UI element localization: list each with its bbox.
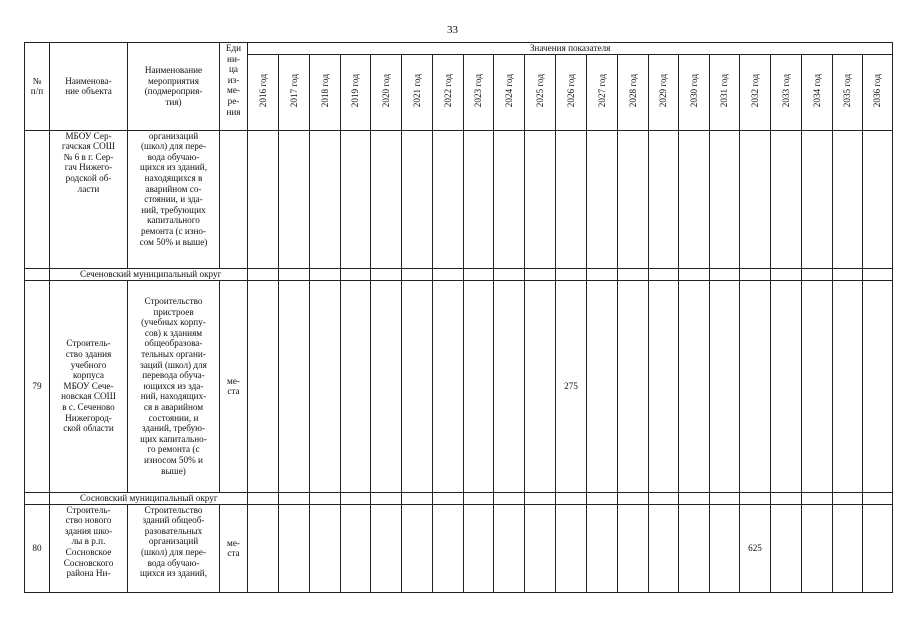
table-row-79 xyxy=(25,280,893,492)
header-year: 2022 год xyxy=(433,54,464,130)
year-value-cell xyxy=(248,492,279,504)
year-value-cell xyxy=(587,130,618,268)
year-value-cell xyxy=(494,504,525,592)
year-value-cell xyxy=(279,280,310,492)
year-value-cell xyxy=(341,268,371,280)
year-value-cell xyxy=(863,268,893,280)
year-value-cell xyxy=(525,130,556,268)
year-value: 625 xyxy=(740,504,771,592)
year-value-cell xyxy=(464,492,494,504)
year-value-cell xyxy=(248,130,279,268)
year-value-cell xyxy=(433,130,464,268)
header-year: 2026 год xyxy=(556,54,587,130)
year-value-cell xyxy=(556,492,587,504)
year-value-cell xyxy=(771,280,802,492)
year-value-cell xyxy=(525,492,556,504)
row-measure: организаций (школ) для пере- вода обучаю- щихся из зданий, находящихся в аварийном со- стоянии, и зда- ний, требующих капитального ремонта (с изно- сом 50% и выше) xyxy=(128,130,220,268)
table-row-continuation xyxy=(25,130,893,268)
year-value-cell xyxy=(279,130,310,268)
indicator-table xyxy=(24,42,893,593)
year-value-cell xyxy=(433,268,464,280)
year-value-cell xyxy=(679,492,710,504)
year-value-cell xyxy=(310,280,341,492)
year-value-cell xyxy=(740,130,771,268)
header-year: 2027 год xyxy=(587,54,618,130)
row-num: 80 xyxy=(25,504,50,592)
year-value-cell xyxy=(402,280,433,492)
year-value-cell xyxy=(464,504,494,592)
year-value-cell xyxy=(556,130,587,268)
year-value-cell xyxy=(863,280,893,492)
year-value-cell xyxy=(402,268,433,280)
year-value-cell xyxy=(464,268,494,280)
year-value-cell xyxy=(587,280,618,492)
header-year: 2033 год xyxy=(771,54,802,130)
header-year: 2017 год xyxy=(279,54,310,130)
year-value-cell xyxy=(494,130,525,268)
year-value-cell xyxy=(833,130,863,268)
header-year: 2028 год xyxy=(618,54,649,130)
year-value-cell xyxy=(310,492,341,504)
year-value-cell xyxy=(371,280,402,492)
year-value-cell xyxy=(802,130,833,268)
year-value-cell xyxy=(371,504,402,592)
year-value-cell xyxy=(279,268,310,280)
year-value-cell xyxy=(679,130,710,268)
year-value-cell xyxy=(833,492,863,504)
header-unit: Еди ни- ца из- ме- ре- ния xyxy=(220,43,248,131)
year-value-cell xyxy=(679,504,710,592)
year-value-cell xyxy=(248,268,279,280)
year-value-cell xyxy=(341,280,371,492)
year-value-cell xyxy=(310,130,341,268)
year-value-cell xyxy=(833,268,863,280)
year-value-cell xyxy=(341,492,371,504)
row-object: Строитель- ство нового здания шко- лы в р.п. Сосновское Сосновского района Ни- xyxy=(50,504,128,592)
year-value-cell xyxy=(618,268,649,280)
year-value-cell xyxy=(464,130,494,268)
header-year: 2036 год xyxy=(863,54,893,130)
header-year: 2024 год xyxy=(494,54,525,130)
header-year: 2019 год xyxy=(341,54,371,130)
row-unit xyxy=(220,130,248,268)
row-measure: Строительство зданий общеоб- разовательных организаций (школ) для пере- вода обучаю- щихся из зданий, xyxy=(128,504,220,592)
row-unit: ме- ста xyxy=(220,280,248,492)
year-value-cell xyxy=(740,492,771,504)
header-measure: Наименование мероприятия (подмероприя- тия) xyxy=(128,43,220,131)
year-value-cell xyxy=(587,268,618,280)
year-value-cell xyxy=(710,130,740,268)
year-value-cell xyxy=(494,492,525,504)
year-value-cell xyxy=(618,492,649,504)
year-value-cell xyxy=(433,280,464,492)
header-year: 2018 год xyxy=(310,54,341,130)
header-row-1 xyxy=(25,43,893,55)
table-row-80 xyxy=(25,504,893,592)
year-value-cell xyxy=(402,504,433,592)
year-value: 275 xyxy=(556,280,587,492)
year-value-cell xyxy=(525,504,556,592)
header-year: 2029 год xyxy=(649,54,679,130)
row-object: Строитель- ство здания учебного корпуса МБОУ Сече- новская СОШ в с. Сеченово Нижегород- ской области xyxy=(50,280,128,492)
year-value-cell xyxy=(618,280,649,492)
section-num xyxy=(25,492,50,504)
header-num: № п/п xyxy=(25,43,50,131)
year-value-cell xyxy=(863,504,893,592)
header-object: Наименова- ние объекта xyxy=(50,43,128,131)
year-value-cell xyxy=(494,280,525,492)
year-value-cell xyxy=(587,504,618,592)
year-value-cell xyxy=(618,504,649,592)
year-value-cell xyxy=(740,268,771,280)
header-year: 2016 год xyxy=(248,54,279,130)
year-value-cell xyxy=(710,280,740,492)
row-num: 79 xyxy=(25,280,50,492)
year-value-cell xyxy=(710,492,740,504)
year-value-cell xyxy=(802,268,833,280)
year-value-cell xyxy=(771,504,802,592)
year-value-cell xyxy=(433,504,464,592)
year-value-cell xyxy=(710,268,740,280)
year-value-cell xyxy=(310,268,341,280)
row-measure: Строительство пристроев (учебных корпу- сов) к зданиям общеобразова- тельных органи- заций (школ) для перевода обуча- ющихся из зда- ний, находящих- ся в аварийном состоянии, и зданий, требую- щих капитально- го ремонта (с износом 50% и выше) xyxy=(128,280,220,492)
year-value-cell xyxy=(802,280,833,492)
year-value-cell xyxy=(833,280,863,492)
header-year: 2032 год xyxy=(740,54,771,130)
row-object: МБОУ Сер- гачская СОШ № 6 в г. Сер- гач Нижего- родской об- ласти xyxy=(50,130,128,268)
year-value-cell xyxy=(464,280,494,492)
year-value-cell xyxy=(248,280,279,492)
year-value-cell xyxy=(679,280,710,492)
year-value-cell xyxy=(341,504,371,592)
year-value-cell xyxy=(371,130,402,268)
year-value-cell xyxy=(649,280,679,492)
year-value-cell xyxy=(556,504,587,592)
year-value-cell xyxy=(248,504,279,592)
year-value-cell xyxy=(649,492,679,504)
row-unit: ме- ста xyxy=(220,504,248,592)
year-value-cell xyxy=(649,130,679,268)
year-value-cell xyxy=(525,280,556,492)
header-year: 2025 год xyxy=(525,54,556,130)
header-values-title: Значения показателя xyxy=(248,43,893,55)
section-row-sechenovsky xyxy=(25,268,893,280)
year-value-cell xyxy=(525,268,556,280)
year-value-cell xyxy=(279,504,310,592)
year-value-cell xyxy=(771,130,802,268)
year-value-cell xyxy=(310,504,341,592)
year-value-cell xyxy=(802,492,833,504)
year-value-cell xyxy=(433,492,464,504)
year-value-cell xyxy=(556,268,587,280)
year-value-cell xyxy=(618,130,649,268)
year-value-cell xyxy=(279,492,310,504)
year-value-cell xyxy=(740,280,771,492)
header-year: 2021 год xyxy=(402,54,433,130)
year-value-cell xyxy=(649,504,679,592)
year-value-cell xyxy=(771,268,802,280)
header-year: 2020 год xyxy=(371,54,402,130)
year-value-cell xyxy=(863,130,893,268)
year-value-cell xyxy=(649,268,679,280)
year-value-cell xyxy=(402,130,433,268)
header-year: 2023 год xyxy=(464,54,494,130)
row-num xyxy=(25,130,50,268)
header-year: 2030 год xyxy=(679,54,710,130)
header-year: 2035 год xyxy=(833,54,863,130)
section-num xyxy=(25,268,50,280)
page-number: 33 xyxy=(447,24,458,36)
year-value-cell xyxy=(771,492,802,504)
section-row-sosnovsky xyxy=(25,492,893,504)
year-value-cell xyxy=(863,492,893,504)
year-value-cell xyxy=(371,492,402,504)
year-value-cell xyxy=(833,504,863,592)
year-value-cell xyxy=(710,504,740,592)
year-value-cell xyxy=(371,268,402,280)
year-value-cell xyxy=(341,130,371,268)
year-value-cell xyxy=(402,492,433,504)
year-value-cell xyxy=(802,504,833,592)
year-value-cell xyxy=(494,268,525,280)
header-year: 2031 год xyxy=(710,54,740,130)
section-title: Сеченовский муниципальный округ xyxy=(50,268,248,280)
header-year: 2034 год xyxy=(802,54,833,130)
year-value-cell xyxy=(587,492,618,504)
year-value-cell xyxy=(679,268,710,280)
section-title: Сосновский муниципальный округ xyxy=(50,492,248,504)
